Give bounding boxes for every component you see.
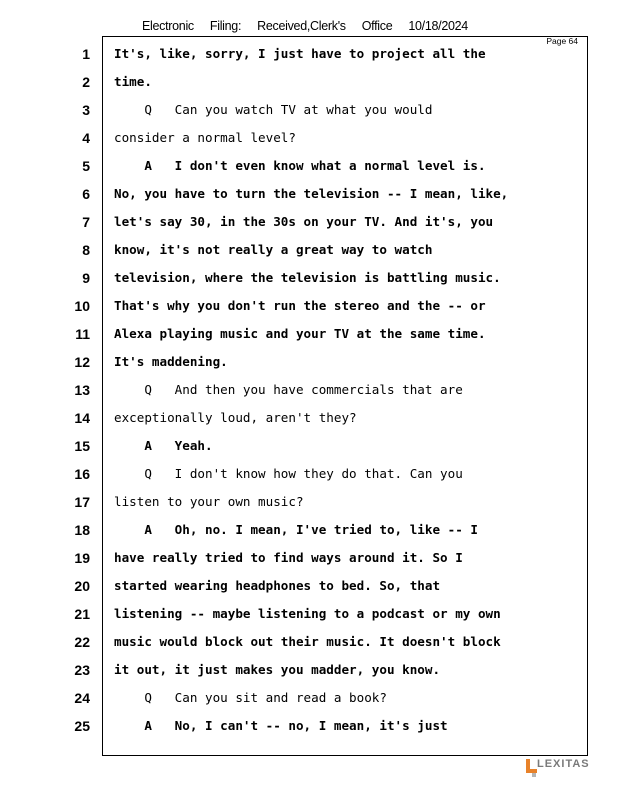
transcript-line: have really tried to find ways around it. So I [114,550,463,565]
stamp-word: 10/18/2024 [408,19,468,33]
transcript-line: time. [114,74,152,89]
line-number: 17 [74,494,90,510]
line-number: 20 [74,578,90,594]
line-number: 6 [82,186,90,202]
line-number: 8 [82,242,90,258]
line-number: 5 [82,158,90,174]
line-number: 9 [82,270,90,286]
line-number: 3 [82,102,90,118]
transcript-line: No, you have to turn the television -- I mean, like, [114,186,509,201]
transcript-line: Q And then you have commercials that are [114,382,463,397]
transcript-line: let's say 30, in the 30s on your TV. And it's, you [114,214,494,229]
transcript-line: Q Can you sit and read a book? [114,690,387,705]
logo-text: LEXITAS [537,758,590,770]
transcript-line: It's, like, sorry, I just have to project all the [114,46,486,61]
line-number: 21 [74,606,90,622]
line-number: 7 [82,214,90,230]
line-number: 14 [74,410,90,426]
transcript-line: A Oh, no. I mean, I've tried to, like -- I [114,522,478,537]
stamp-word: Office [361,19,393,33]
line-number: 25 [74,718,90,734]
transcript-line: started wearing headphones to bed. So, that [114,578,441,593]
transcript-line: A Yeah. [114,438,213,453]
transcript-line: That's why you don't run the stereo and the -- or [114,298,486,313]
transcript-line: Q Can you watch TV at what you would [114,102,433,117]
line-number: 11 [75,326,90,342]
transcript-line: it out, it just makes you madder, you know. [114,662,441,677]
transcript-line: listen to your own music? [114,494,304,509]
lexitas-logo [525,757,595,779]
line-number: 12 [74,354,90,370]
line-number: 19 [74,550,90,566]
stamp-word: Filing: [209,19,242,33]
line-number: 10 [74,298,90,314]
page-number: Page 64 [546,36,578,46]
transcript-line: It's maddening. [114,354,228,369]
line-number: 2 [82,74,90,90]
line-number: 16 [74,466,90,482]
line-number: 4 [82,130,90,146]
line-number: 13 [74,382,90,398]
transcript-line: television, where the television is battling music. [114,270,501,285]
stamp-word: Received,Clerk's [257,19,346,33]
transcript-line: consider a normal level? [114,130,296,145]
transcript-line: listening -- maybe listening to a podcast or my own [114,606,501,621]
line-number: 23 [74,662,90,678]
transcript-line: know, it's not really a great way to watch [114,242,433,257]
line-number: 18 [74,522,90,538]
transcript-line: exceptionally loud, aren't they? [114,410,357,425]
stamp-word: Electronic [142,19,194,33]
line-number: 22 [74,634,90,650]
transcript-line: Q I don't know how they do that. Can you [114,466,463,481]
transcript-line: A I don't even know what a normal level is. [114,158,486,173]
transcript-line: A No, I can't -- no, I mean, it's just [114,718,448,733]
line-number: 15 [74,438,90,454]
line-number: 1 [82,46,90,62]
filing-stamp [142,19,468,33]
line-number: 24 [74,690,90,706]
transcript-line: Alexa playing music and your TV at the same time. [114,326,486,341]
transcript-line: music would block out their music. It doesn't block [114,634,501,649]
